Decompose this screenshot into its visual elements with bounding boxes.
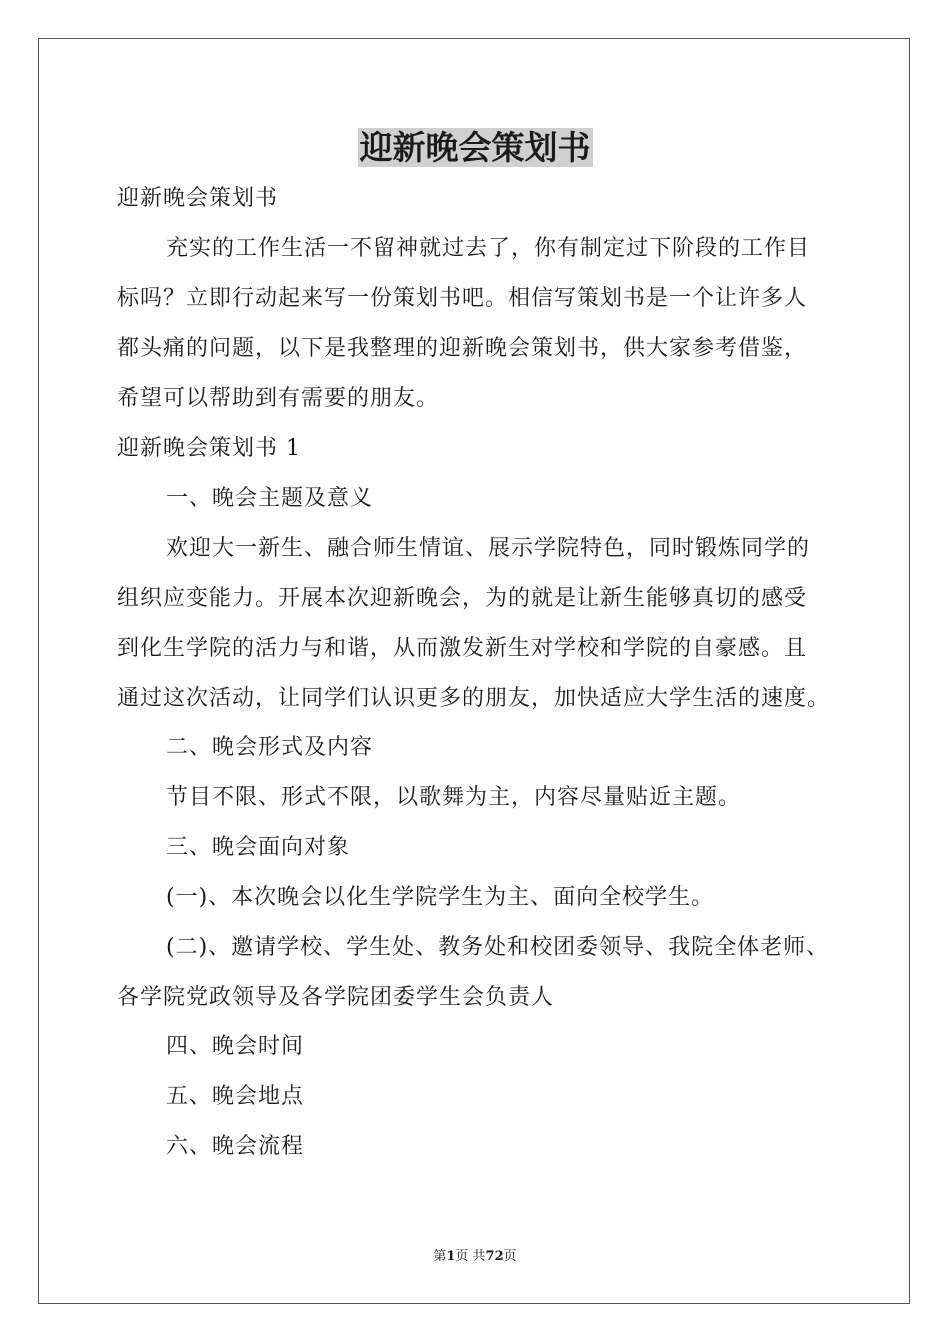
paragraph-line: 通过这次活动，让同学们认识更多的朋友，加快适应大学生活的速度。 bbox=[117, 686, 831, 711]
paragraph-line: 充实的工作生活一不留神就过去了，你有制定过下阶段的工作目 bbox=[166, 236, 811, 261]
section-heading: 一、晚会主题及意义 bbox=[166, 486, 374, 511]
section-heading: 五、晚会地点 bbox=[166, 1084, 305, 1109]
footer-total-pages: 72 bbox=[485, 1249, 504, 1264]
paragraph-line: 节目不限、形式不限，以歌舞为主，内容尽量贴近主题。 bbox=[166, 785, 742, 810]
paragraph-line: 组织应变能力。开展本次迎新晚会，为的就是让新生能够真切的感受 bbox=[117, 586, 808, 611]
paragraph-line: (二)、邀请学校、学生处、教务处和校团委领导、我院全体老师、 bbox=[166, 935, 830, 960]
paragraph-line: 欢迎大一新生、融合师生情谊、展示学院特色，同时锻炼同学的 bbox=[166, 536, 811, 561]
footer-mid: 页 共 bbox=[455, 1249, 486, 1264]
section-heading: 六、晚会流程 bbox=[166, 1134, 305, 1159]
section-heading: 二、晚会形式及内容 bbox=[166, 735, 374, 760]
footer-prefix: 第 bbox=[433, 1249, 447, 1264]
page-footer bbox=[0, 1248, 950, 1266]
paragraph-line: 希望可以帮助到有需要的朋友。 bbox=[117, 386, 440, 411]
paragraph-line: 标吗？立即行动起来写一份策划书吧。相信写策划书是一个让许多人 bbox=[117, 286, 808, 311]
footer-page-number: 1 bbox=[446, 1249, 456, 1264]
subtitle-line: 迎新晚会策划书 bbox=[117, 186, 279, 211]
document-title: 迎新晚会策划书 bbox=[359, 128, 591, 167]
paragraph-line: 都头痛的问题，以下是我整理的迎新晚会策划书，供大家参考借鉴， bbox=[117, 336, 808, 361]
section-heading: 三、晚会面向对象 bbox=[166, 835, 351, 860]
paragraph-line: (一)、本次晚会以化生学院学生为主、面向全校学生。 bbox=[166, 885, 715, 910]
paragraph-line: 到化生学院的活力与和谐，从而激发新生对学校和学院的自豪感。且 bbox=[117, 636, 808, 661]
footer-suffix: 页 bbox=[503, 1249, 517, 1264]
page-border bbox=[38, 38, 910, 1304]
paragraph-line: 各学院党政领导及各学院团委学生会负责人 bbox=[117, 985, 555, 1010]
section-heading: 迎新晚会策划书 1 bbox=[117, 436, 301, 461]
section-heading: 四、晚会时间 bbox=[166, 1034, 305, 1059]
